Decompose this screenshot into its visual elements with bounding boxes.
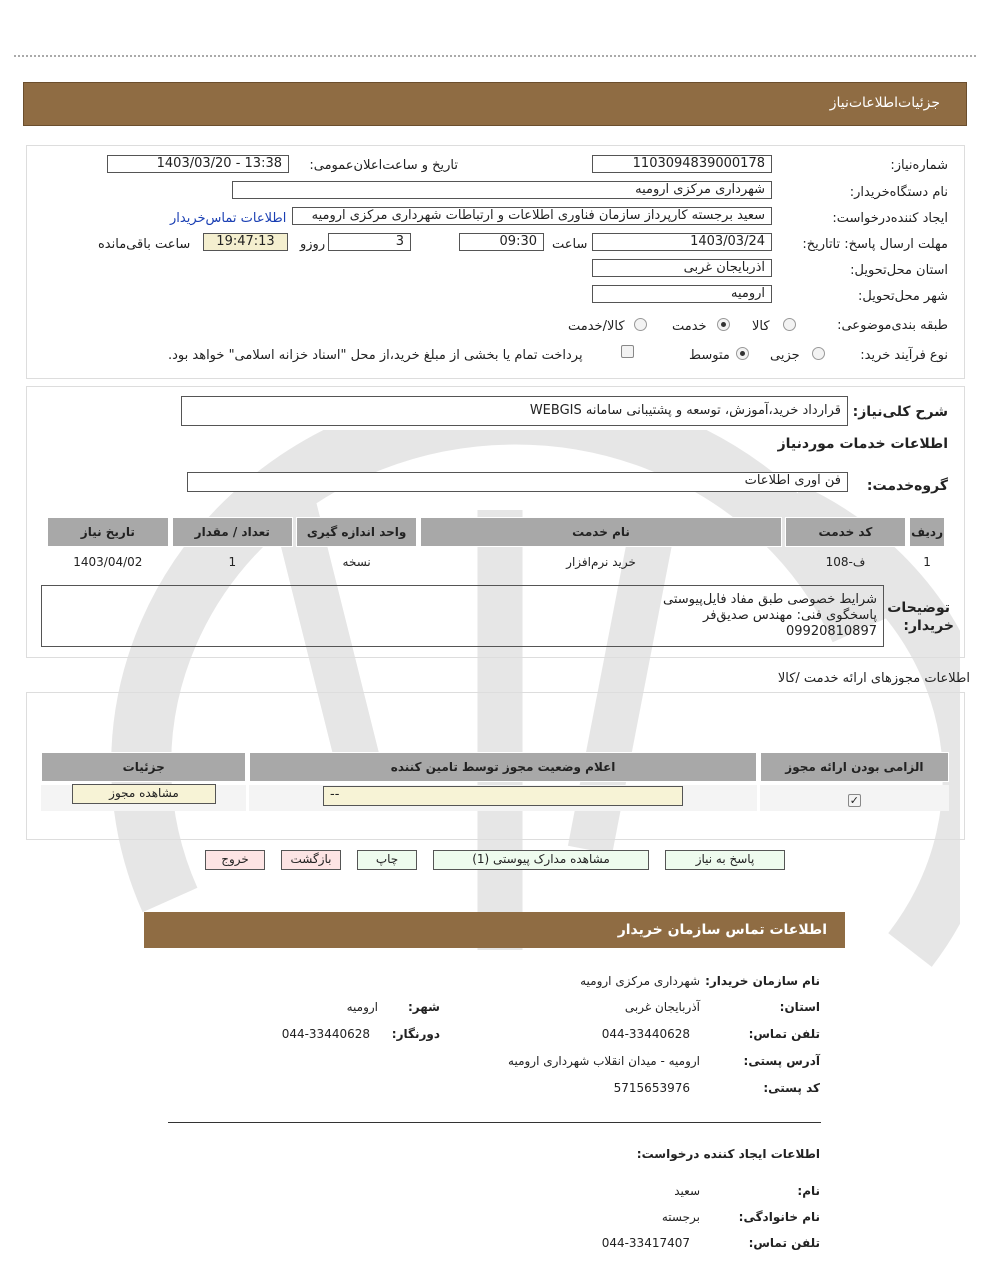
contact-divider (168, 1122, 821, 1123)
cell-row: 1 (923, 555, 931, 569)
services-header-row (47, 517, 945, 547)
creator-family-value: برجسته (661, 1210, 700, 1224)
contact-province-value: آذربایجان غربی (624, 1000, 700, 1014)
treasury-checkbox[interactable] (621, 345, 634, 358)
contact-phone-label: تلفن تماس: (748, 1027, 820, 1041)
announce-label: تاریخ و ساعت‌اعلان‌عمومی: (309, 158, 458, 173)
creator-family-label: نام خانوادگی: (738, 1210, 820, 1224)
category-option-goods: کالا (752, 319, 770, 334)
cell-code: ف-108 (825, 555, 866, 569)
col-details: جزئیات (41, 752, 246, 782)
category-radio-goods-service[interactable] (634, 318, 647, 331)
deadline-date-field: 1403/03/24 (592, 233, 772, 251)
remaining-time-field: 19:47:13 (203, 233, 288, 251)
category-option-goods-service: کالا/خدمت (568, 319, 625, 334)
creator-phone-value: 044-33417407 (601, 1236, 690, 1250)
category-radio-goods[interactable] (783, 318, 796, 331)
cell-unit: نسخه (342, 555, 371, 569)
contact-header (144, 912, 845, 948)
page-title: جزئیات‌اطلاعات‌نیاز (829, 95, 940, 111)
process-option-medium: متوسط (689, 348, 730, 363)
cell-date: 1403/04/02 (73, 555, 143, 569)
col-required: الزامی بودن ارائه مجوز (760, 752, 949, 782)
creator-label: ایجاد کننده‌درخواست: (832, 211, 948, 226)
group-field: فن آوری اطلاعات (187, 472, 848, 492)
attachments-button[interactable]: مشاهده مدارک پیوستی (1) (433, 850, 649, 870)
process-label: نوع فرآیند خرید: (860, 348, 948, 363)
category-option-service: خدمت (672, 319, 707, 334)
creator-field: سعید برجسته کارپرداز سازمان فناوری اطلاعات و ارتباطات شهرداری مرکزی ارومیه (292, 207, 772, 225)
deadline-time-field: 09:30 (459, 233, 544, 251)
contact-city-value: ارومیه (346, 1000, 378, 1014)
days-label: روزو (300, 237, 326, 252)
province-label: استان محل‌تحویل: (850, 263, 948, 278)
city-label: شهر محل‌تحویل: (858, 289, 948, 304)
creator-phone-label: تلفن تماس: (748, 1236, 820, 1250)
col-code: کد خدمت (785, 517, 906, 547)
category-label: طبقه بندی‌موضوعی: (837, 318, 948, 333)
contact-postal-value: 5715653976 (613, 1081, 690, 1095)
page-header (23, 82, 967, 126)
services-table (44, 514, 948, 577)
process-radio-medium[interactable] (736, 347, 749, 360)
col-name: نام خدمت (420, 517, 781, 547)
contact-province-label: استان: (779, 1000, 820, 1014)
top-divider (14, 55, 976, 57)
deadline-label: مهلت ارسال پاسخ: تاتاریخ: (802, 237, 948, 252)
contact-address-label: آدرس پستی: (743, 1054, 820, 1068)
permit-status-field[interactable]: -- (323, 786, 683, 806)
buyer-notes-label-1: توضیحات (887, 600, 950, 616)
cell-name: خرید نرم‌افزار (566, 555, 636, 569)
contact-city-label: شهر: (408, 1000, 440, 1014)
creator-heading: اطلاعات ایجاد کننده درخواست: (636, 1147, 820, 1161)
buyer-field: شهرداری مرکزی ارومیه (232, 181, 772, 199)
buyer-notes-label-2: خریدار: (903, 618, 954, 634)
permits-heading: اطلاعات مجوزهای ارائه خدمت /کالا (777, 671, 970, 686)
permits-header-row (41, 752, 949, 782)
buyer-notes-line: 09920810897 (786, 624, 877, 639)
buyer-contact-link[interactable]: اطلاعات تماس‌خریدار (170, 211, 287, 226)
buyer-notes-line: پاسخگوی فنی: مهندس صدیق‌فر (703, 608, 877, 623)
city-field: ارومیه (592, 285, 772, 303)
time-label: ساعت (552, 237, 588, 252)
process-option-minor: جزیی (770, 348, 800, 363)
contact-fax-label: دورنگار: (391, 1027, 440, 1041)
group-label: گروه‌خدمت: (866, 478, 948, 494)
buyer-notes-line: شرایط خصوصی طبق مفاد فایل‌پیوستی (662, 592, 877, 607)
buyer-notes-box (41, 585, 884, 647)
col-unit: واحد اندازه گیری (296, 517, 417, 547)
contact-phone-value: 044-33440628 (601, 1027, 690, 1041)
cell-qty: 1 (228, 555, 237, 569)
back-button[interactable]: بازگشت (281, 850, 341, 870)
col-qty: تعداد / مقدار (172, 517, 293, 547)
announce-field: 1403/03/20 - 13:38 (107, 155, 289, 173)
creator-name-value: سعید (674, 1184, 700, 1198)
services-heading: اطلاعات خدمات مورد‌نیاز (777, 436, 948, 452)
creator-name-label: نام: (797, 1184, 820, 1198)
category-radio-service[interactable] (717, 318, 730, 331)
contact-address-value: ارومیه - میدان انقلاب شهرداری ارومیه (508, 1054, 700, 1068)
summary-field: قرارداد خرید،آموزش، توسعه و پشتیبانی سامانه WEBGIS (181, 396, 848, 426)
process-radio-minor[interactable] (812, 347, 825, 360)
col-status: اعلام وضعیت مجوز توسط تامین کننده (249, 752, 756, 782)
table-row (47, 550, 945, 574)
cell-required (760, 785, 949, 811)
contact-fax-value: 044-33440628 (281, 1027, 370, 1041)
days-field: 3 (328, 233, 411, 251)
col-row: ردیف (909, 517, 945, 547)
summary-label: شرح کلی‌نیاز: (852, 404, 948, 420)
need-number-field: 1103094839000178 (592, 155, 772, 173)
contact-postal-label: کد پستی: (763, 1081, 820, 1095)
province-field: آذربایجان غربی (592, 259, 772, 277)
required-checkbox[interactable]: ✓ (849, 794, 859, 807)
buyer-label: نام دستگاه‌خریدار: (849, 185, 948, 200)
contact-org-value: شهرداری مرکزی ارومیه (580, 974, 700, 988)
treasury-note: پرداخت تمام یا بخشی از مبلغ خرید،از محل "اسناد خزانه اسلامی" خواهد بود. (168, 348, 583, 363)
col-date: تاریخ نیاز (47, 517, 169, 547)
need-number-label: شماره‌نیاز: (890, 158, 948, 173)
exit-button[interactable]: خروج (205, 850, 265, 870)
remaining-label: ساعت باقی‌مانده (98, 237, 191, 252)
contact-org-label: نام سازمان خریدار: (705, 974, 820, 988)
reply-button[interactable]: پاسخ به نیاز (665, 850, 785, 870)
print-button[interactable]: چاپ (357, 850, 417, 870)
contact-title: اطلاعات تماس سازمان خریدار (617, 922, 827, 938)
view-permit-button[interactable]: مشاهده مجوز (72, 784, 216, 804)
